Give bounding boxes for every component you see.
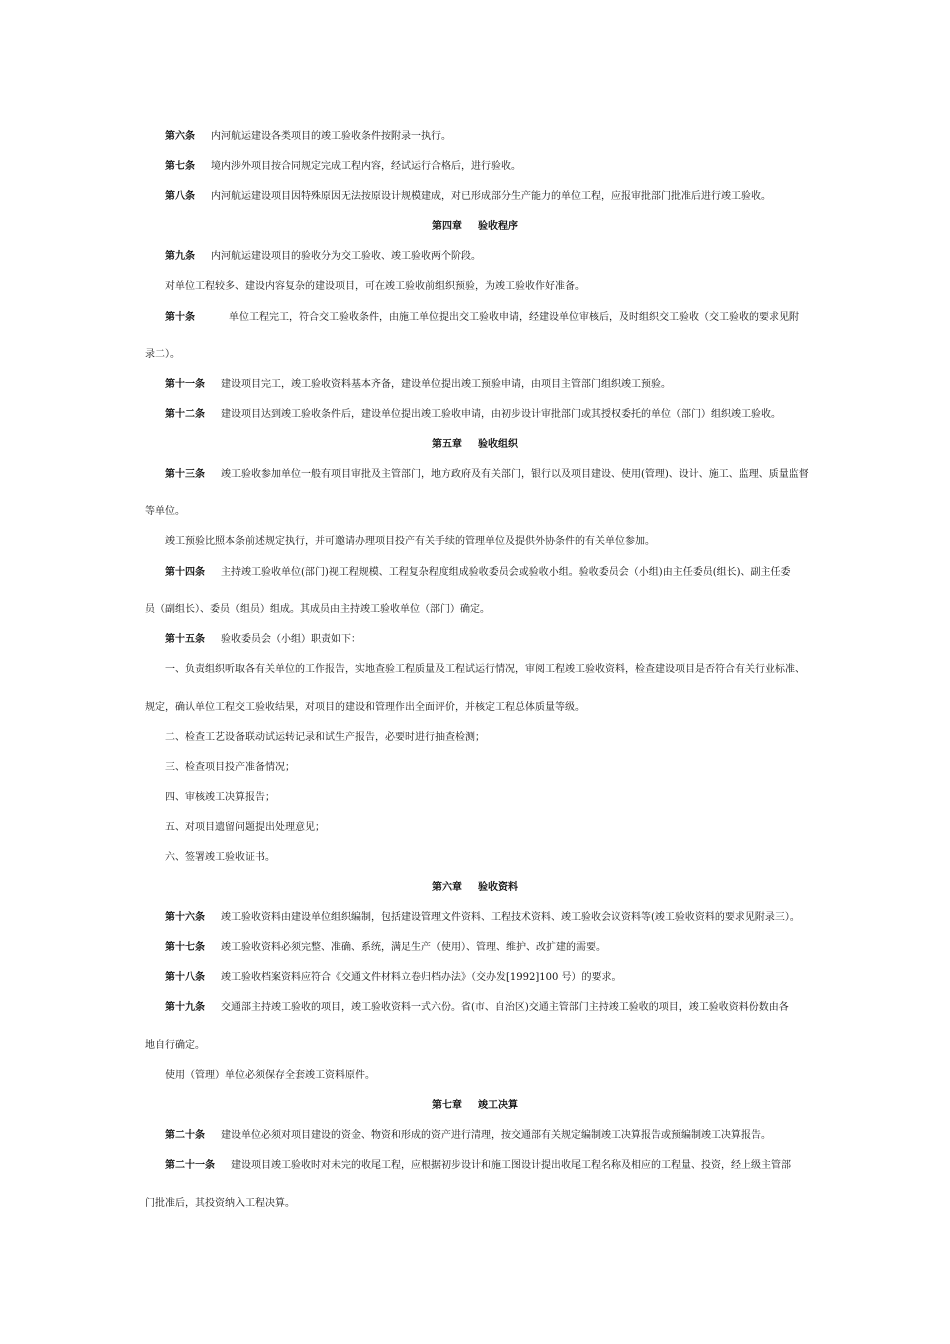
chapter-title: 验收程序 xyxy=(478,221,518,232)
article-19 xyxy=(165,1001,789,1015)
article-10 xyxy=(165,311,799,325)
article-label: 第十四条 xyxy=(165,567,205,578)
article-12 xyxy=(165,408,781,422)
article-10-continuation: 录二）。 xyxy=(145,349,180,360)
article-label: 第十二条 xyxy=(165,409,205,420)
chapter-number: 第七章 xyxy=(432,1100,462,1111)
article-11 xyxy=(165,378,671,392)
article-text: 竣工验收参加单位一般有项目审批及主管部门，地方政府及有关部门，银行以及项目建设、使用(管理)、设计、施工、监理、质量监督 xyxy=(221,469,809,480)
article-9 xyxy=(165,250,481,264)
chapter-title: 验收资料 xyxy=(478,882,518,893)
article-text: 建设项目竣工验收时对未完的收尾工程，应根据初步设计和施工图设计提出收尾工程名称及相应的工程量、投资，经上级主管部 xyxy=(231,1160,791,1171)
article-text: 主持竣工验收单位(部门)视工程规模、工程复杂程度组成验收委员会或验收小组。验收委员会（小组)由主任委员(组长)、副主任委 xyxy=(221,567,791,578)
chapter-title: 竣工决算 xyxy=(478,1100,518,1111)
article-label: 第二十一条 xyxy=(165,1160,215,1171)
article-text: 验收委员会（小组）职责如下： xyxy=(221,634,361,645)
chapter-number: 第四章 xyxy=(432,221,462,232)
article-13-paragraph-2: 竣工预验比照本条前述规定执行，并可邀请办理项目投产有关手续的管理单位及提供外协条件的有关单位参加。 xyxy=(165,536,655,547)
article-15 xyxy=(165,633,361,647)
duty-1-continuation: 规定，确认单位工程交工验收结果，对项目的建设和管理作出全面评价，并核定工程总体质量等级。 xyxy=(145,702,585,713)
article-text: 竣工验收资料必须完整、准确、系统，满足生产（使用）、管理、维护、改扩建的需要。 xyxy=(221,942,606,953)
article-text: 竣工验收资料由建设单位组织编制，包括建设管理文件资料、工程技术资料、竣工验收会议资料等(竣工验收资料的要求见附录三）。 xyxy=(221,912,800,923)
article-label: 第九条 xyxy=(165,251,195,262)
article-label: 第二十条 xyxy=(165,1130,205,1141)
article-text: 建设单位必须对项目建设的资金、物资和形成的资产进行清理，按交通部有关规定编制竣工决算报告或预编制竣工决算报告。 xyxy=(221,1130,771,1141)
article-text: 竣工验收档案资料应符合《交通文件材料立卷归档办法》（交办发[1992]100 号）的要求。 xyxy=(221,972,622,983)
chapter-5-heading xyxy=(0,438,950,452)
article-label: 第八条 xyxy=(165,191,195,202)
article-text: 内河航运建设项目的验收分为交工验收、竣工验收两个阶段。 xyxy=(211,251,481,262)
article-label: 第十九条 xyxy=(165,1002,205,1013)
article-text: 建设项目完工，竣工验收资料基本齐备，建设单位提出竣工预验申请，由项目主管部门组织竣工预验。 xyxy=(221,379,671,390)
duty-1: 一、负责组织听取各有关单位的工作报告，实地查验工程质量及工程试运行情况，审阅工程竣工验收资料，检查建设项目是否符合有关行业标准、 xyxy=(165,664,805,675)
chapter-number: 第五章 xyxy=(432,439,462,450)
article-19-continuation: 地自行确定。 xyxy=(145,1040,205,1051)
duty-6: 六、签署竣工验收证书。 xyxy=(165,852,275,863)
article-20 xyxy=(165,1129,771,1143)
duty-2: 二、检查工艺设备联动试运转记录和试生产报告，必要时进行抽查检测； xyxy=(165,732,485,743)
article-21-continuation: 门批准后，其投资纳入工程决算。 xyxy=(145,1198,295,1209)
article-label: 第十六条 xyxy=(165,912,205,923)
article-label: 第六条 xyxy=(165,131,195,142)
chapter-4-heading xyxy=(0,220,950,234)
article-6 xyxy=(165,130,451,144)
article-text: 交通部主持竣工验收的项目，竣工验收资料一式六份。省(市、自治区)交通主管部门主持竣工验收的项目，竣工验收资料份数由各 xyxy=(221,1002,789,1013)
duty-4: 四、审核竣工决算报告； xyxy=(165,792,275,803)
article-14-continuation: 员（副组长）、委员（组员）组成。其成员由主持竣工验收单位（部门）确定。 xyxy=(145,604,490,615)
article-text: 境内涉外项目按合同规定完成工程内容，经试运行合格后，进行验收。 xyxy=(211,161,521,172)
article-13 xyxy=(165,468,809,482)
article-label: 第十三条 xyxy=(165,469,205,480)
article-text: 内河航运建设项目因特殊原因无法按原设计规模建成，对已形成部分生产能力的单位工程，应报审批部门批准后进行竣工验收。 xyxy=(211,191,771,202)
article-label: 第十五条 xyxy=(165,634,205,645)
chapter-7-heading xyxy=(0,1099,950,1113)
article-8 xyxy=(165,190,771,204)
article-18 xyxy=(165,971,622,985)
article-label: 第十条 xyxy=(165,312,195,323)
duty-5: 五、对项目遗留问题提出处理意见； xyxy=(165,822,325,833)
article-label: 第十七条 xyxy=(165,942,205,953)
article-17 xyxy=(165,941,606,955)
article-label: 第十一条 xyxy=(165,379,205,390)
article-text: 内河航运建设各类项目的竣工验收条件按附录一执行。 xyxy=(211,131,451,142)
article-9-paragraph-2: 对单位工程较多、建设内容复杂的建设项目，可在竣工验收前组织预验，为竣工验收作好准备。 xyxy=(165,281,585,292)
article-label: 第十八条 xyxy=(165,972,205,983)
article-13-continuation: 等单位。 xyxy=(145,506,185,517)
chapter-title: 验收组织 xyxy=(478,439,518,450)
chapter-number: 第六章 xyxy=(432,882,462,893)
article-16 xyxy=(165,911,800,925)
article-14 xyxy=(165,566,791,580)
article-19-paragraph-2: 使用（管理）单位必须保存全套竣工资料原件。 xyxy=(165,1070,375,1081)
chapter-6-heading xyxy=(0,881,950,895)
article-label: 第七条 xyxy=(165,161,195,172)
article-text: 单位工程完工，符合交工验收条件，由施工单位提出交工验收申请，经建设单位审核后，及时组织交工验收（交工验收的要求见附 xyxy=(229,312,799,323)
article-21 xyxy=(165,1159,791,1173)
duty-3: 三、检查项目投产准备情况； xyxy=(165,762,295,773)
article-7 xyxy=(165,160,521,174)
article-text: 建设项目达到竣工验收条件后，建设单位提出竣工验收申请，由初步设计审批部门或其授权委托的单位（部门）组织竣工验收。 xyxy=(221,409,781,420)
